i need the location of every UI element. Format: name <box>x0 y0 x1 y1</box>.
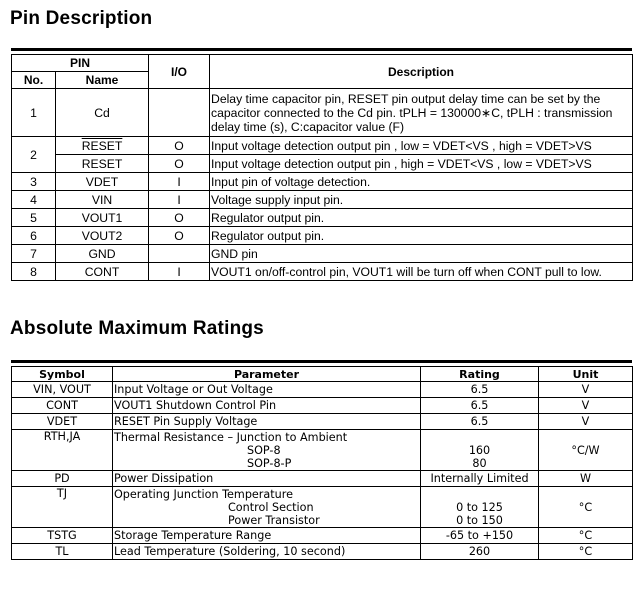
pin-name: CONT <box>56 263 149 281</box>
pin-description-table <box>11 54 633 281</box>
table-row <box>12 544 633 560</box>
amr-unit: °C <box>539 487 633 528</box>
amr-unit: °C <box>539 528 633 544</box>
amr-parameter: Operating Junction Temperature <box>114 487 293 501</box>
amr-rating: 0 to 125 <box>456 501 503 514</box>
pin-io: I <box>149 191 210 209</box>
amr-sub-parameter: SOP-8-P <box>247 456 292 470</box>
pin-name: RESET <box>56 155 149 173</box>
pin-io: O <box>149 155 210 173</box>
pin-description: Voltage supply input pin. <box>210 191 633 209</box>
amr-parameter: Input Voltage or Out Voltage <box>113 382 421 398</box>
amr-rating: Internally Limited <box>421 471 539 487</box>
pin-header-row-1 <box>12 55 633 72</box>
amr-parameter: VOUT1 Shutdown Control Pin <box>113 398 421 414</box>
amr-unit: V <box>539 382 633 398</box>
amr-symbol: TL <box>12 544 113 560</box>
pin-description-heading: Pin Description <box>10 8 153 29</box>
amr-sub-parameter: SOP-8 <box>247 443 281 457</box>
amr-unit: W <box>539 471 633 487</box>
amr-symbol: TSTG <box>12 528 113 544</box>
amr-header-row <box>12 367 633 382</box>
amr-symbol: CONT <box>12 398 113 414</box>
amr-rating-group <box>421 430 539 471</box>
amr-unit: °C <box>539 544 633 560</box>
amr-rating-group <box>421 487 539 528</box>
rating-header: Rating <box>421 367 539 382</box>
amr-parameter: Lead Temperature (Soldering, 10 second) <box>113 544 421 560</box>
table-row <box>12 137 633 155</box>
amr-rating-spacer <box>423 487 536 501</box>
pin-heading-rule <box>11 48 632 51</box>
pin-no: 3 <box>12 173 56 191</box>
pin-name-overline: RESET <box>81 138 123 153</box>
absolute-max-ratings-heading: Absolute Maximum Ratings <box>10 318 264 339</box>
pin-name: VOUT2 <box>56 227 149 245</box>
amr-symbol: RTH,JA <box>12 430 113 471</box>
pin-description: GND pin <box>210 245 633 263</box>
table-row <box>12 398 633 414</box>
table-row <box>12 191 633 209</box>
pin-name: GND <box>56 245 149 263</box>
pin-name: VIN <box>56 191 149 209</box>
pin-io: I <box>149 173 210 191</box>
table-row <box>12 173 633 191</box>
pin-io: I <box>149 263 210 281</box>
absolute-max-ratings-table <box>11 366 633 560</box>
pin-description: Regulator output pin. <box>210 209 633 227</box>
pin-no: 5 <box>12 209 56 227</box>
description-header: Description <box>210 55 633 89</box>
amr-parameter: Storage Temperature Range <box>113 528 421 544</box>
amr-rating: 160 <box>468 444 491 457</box>
amr-heading-rule <box>11 360 632 363</box>
table-row <box>12 263 633 281</box>
symbol-header: Symbol <box>12 367 113 382</box>
amr-unit: °C/W <box>539 430 633 471</box>
pin-name: VOUT1 <box>56 209 149 227</box>
table-row <box>12 155 633 173</box>
pin-description: Input voltage detection output pin , high = VDET<VS , low = VDET>VS <box>210 155 633 173</box>
amr-rating: 0 to 150 <box>456 514 503 527</box>
table-row <box>12 487 633 528</box>
table-row <box>12 227 633 245</box>
io-header: I/O <box>149 55 210 89</box>
pin-description: Input pin of voltage detection. <box>210 173 633 191</box>
table-row <box>12 430 633 471</box>
pin-description: VOUT1 on/off-control pin, VOUT1 will be turn off when CONT pull to low. <box>210 263 633 281</box>
pin-no: 2 <box>12 137 56 173</box>
pin-no: 8 <box>12 263 56 281</box>
amr-parameter: Thermal Resistance – Junction to Ambient <box>114 430 348 444</box>
pin-no: 7 <box>12 245 56 263</box>
amr-symbol: VIN, VOUT <box>12 382 113 398</box>
amr-symbol: PD <box>12 471 113 487</box>
amr-symbol: TJ <box>12 487 113 528</box>
no-header: No. <box>12 72 56 89</box>
amr-rating: 80 <box>472 457 487 470</box>
amr-rating: 260 <box>421 544 539 560</box>
pin-io <box>149 245 210 263</box>
pin-name: VDET <box>56 173 149 191</box>
table-row <box>12 414 633 430</box>
amr-unit: V <box>539 398 633 414</box>
pin-io: O <box>149 227 210 245</box>
pin-description: Regulator output pin. <box>210 227 633 245</box>
amr-parameter-group <box>113 487 421 528</box>
amr-parameter: RESET Pin Supply Voltage <box>113 414 421 430</box>
pin-no: 6 <box>12 227 56 245</box>
pin-no: 4 <box>12 191 56 209</box>
pin-io: O <box>149 137 210 155</box>
pin-group-header: PIN <box>12 55 149 72</box>
pin-description: Delay time capacitor pin, RESET pin output delay time can be set by the capacitor connected to the Cd pin. tPLH = 130000∗C, tPLH : transmission delay time (s), C:capacitor value (F) <box>210 89 633 137</box>
table-row <box>12 209 633 227</box>
name-header: Name <box>56 72 149 89</box>
amr-rating: 6.5 <box>421 382 539 398</box>
amr-rating: -65 to +150 <box>421 528 539 544</box>
amr-unit: V <box>539 414 633 430</box>
amr-symbol: VDET <box>12 414 113 430</box>
table-row <box>12 245 633 263</box>
pin-io: O <box>149 209 210 227</box>
amr-sub-parameter: Control Section <box>228 500 314 514</box>
pin-name: Cd <box>56 89 149 137</box>
table-row <box>12 382 633 398</box>
pin-no: 1 <box>12 89 56 137</box>
table-row <box>12 528 633 544</box>
amr-rating: 6.5 <box>421 398 539 414</box>
amr-rating-spacer <box>423 430 536 444</box>
pin-io <box>149 89 210 137</box>
amr-parameter: Power Dissipation <box>113 471 421 487</box>
table-row <box>12 89 633 137</box>
amr-rating: 6.5 <box>421 414 539 430</box>
table-row <box>12 471 633 487</box>
parameter-header: Parameter <box>113 367 421 382</box>
unit-header: Unit <box>539 367 633 382</box>
amr-sub-parameter: Power Transistor <box>228 513 320 527</box>
amr-parameter-group <box>113 430 421 471</box>
pin-description: Input voltage detection output pin , low = VDET<VS , high = VDET>VS <box>210 137 633 155</box>
pin-name <box>56 137 149 155</box>
